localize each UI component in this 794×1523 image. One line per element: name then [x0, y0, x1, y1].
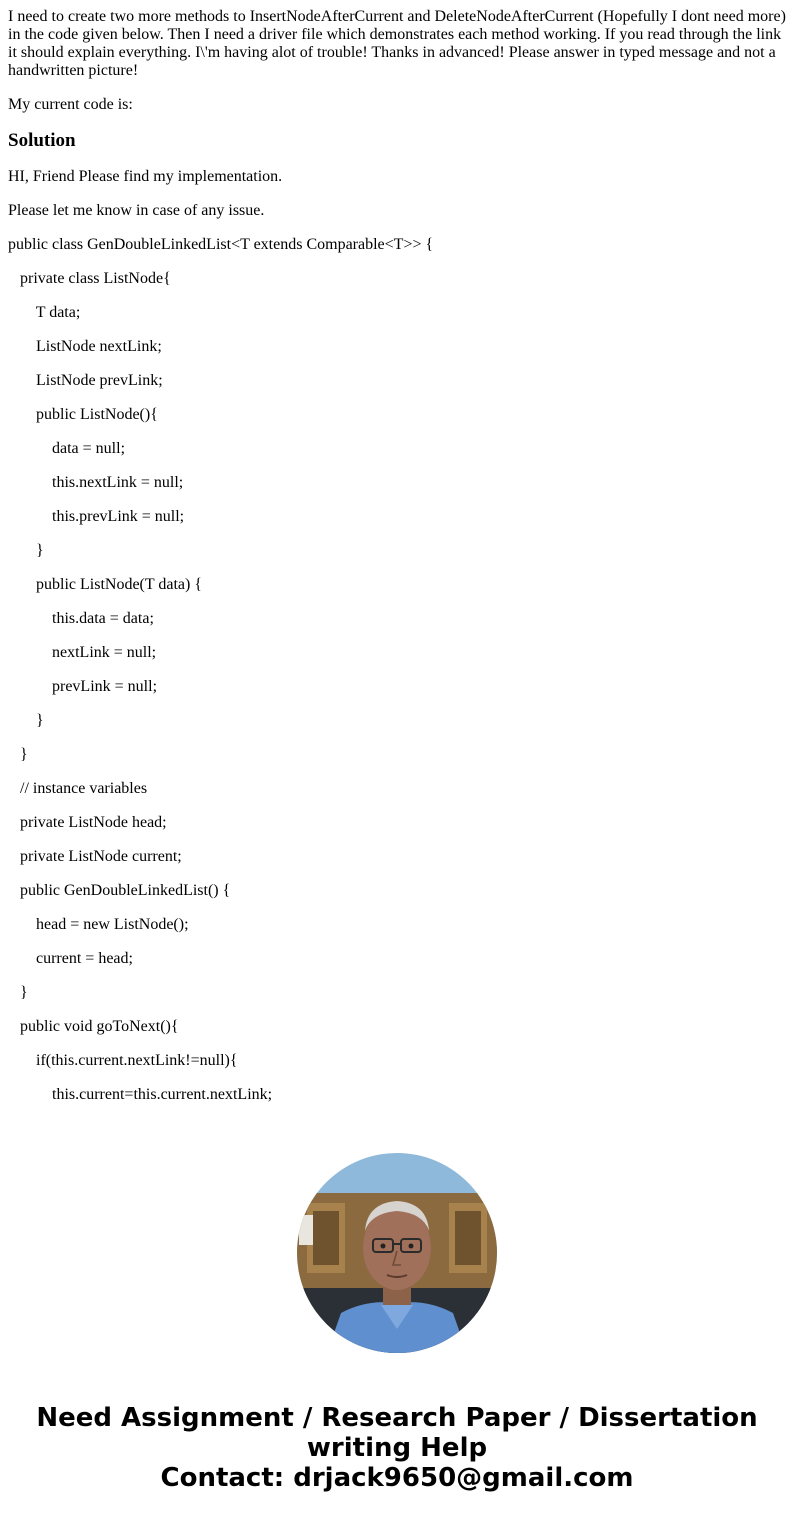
code-line: current = head; [8, 950, 133, 967]
code-line: prevLink = null; [8, 678, 158, 695]
author-avatar [297, 1153, 497, 1353]
code-line: this.current=this.current.nextLink; [8, 1086, 273, 1103]
code-line: } [8, 746, 28, 763]
code-line: private class ListNode{ [8, 270, 171, 287]
code-line: ListNode nextLink; [8, 338, 162, 355]
code-line: nextLink = null; [8, 644, 157, 661]
question-text: I need to create two more methods to InsertNodeAfterCurrent and DeleteNodeAfterCurrent (Hopefully I dont need more) in the code given below. Then I need a driver file which demonstrates each method working. If you read through the link it should explain everything. I\'m having alot of trouble! Thanks in advanced! Please answer in typed message and not a handwritten picture! [8, 8, 786, 79]
solution-heading: Solution [8, 130, 76, 151]
code-line: } [8, 712, 44, 729]
code-line: public ListNode(T data) { [8, 576, 203, 593]
current-code-label: My current code is: [8, 96, 133, 113]
promo-contact: Contact: drjack9650@gmail.com [160, 1463, 634, 1493]
code-line: data = null; [8, 440, 126, 457]
article-content [8, 8, 788, 1120]
code-line: } [8, 542, 44, 559]
code-block [8, 236, 788, 1104]
solution-intro-2: Please let me know in case of any issue. [8, 202, 265, 219]
code-line: public class GenDoubleLinkedList<T extends Comparable<T>> { [8, 236, 434, 253]
code-line: T data; [8, 304, 81, 321]
code-line: this.prevLink = null; [8, 508, 185, 525]
promo-line-2: writing Help [306, 1433, 488, 1463]
promo-line-1: Need Assignment / Research Paper / Dissertation [36, 1403, 758, 1433]
code-line: public GenDoubleLinkedList() { [8, 882, 231, 899]
code-line: public void goToNext(){ [8, 1018, 179, 1035]
code-line: this.data = data; [8, 610, 154, 627]
code-line: public ListNode(){ [8, 406, 158, 423]
promo-banner [0, 1403, 794, 1493]
code-line: this.nextLink = null; [8, 474, 184, 491]
code-line: private ListNode head; [8, 814, 167, 831]
code-line: private ListNode current; [8, 848, 182, 865]
code-line: // instance variables [8, 780, 148, 797]
solution-intro-1: HI, Friend Please find my implementation. [8, 168, 283, 185]
code-line: if(this.current.nextLink!=null){ [8, 1052, 238, 1069]
code-line: ListNode prevLink; [8, 372, 163, 389]
author-photo-illustration [297, 1153, 497, 1353]
code-line: } [8, 984, 28, 1001]
code-line: head = new ListNode(); [8, 916, 189, 933]
